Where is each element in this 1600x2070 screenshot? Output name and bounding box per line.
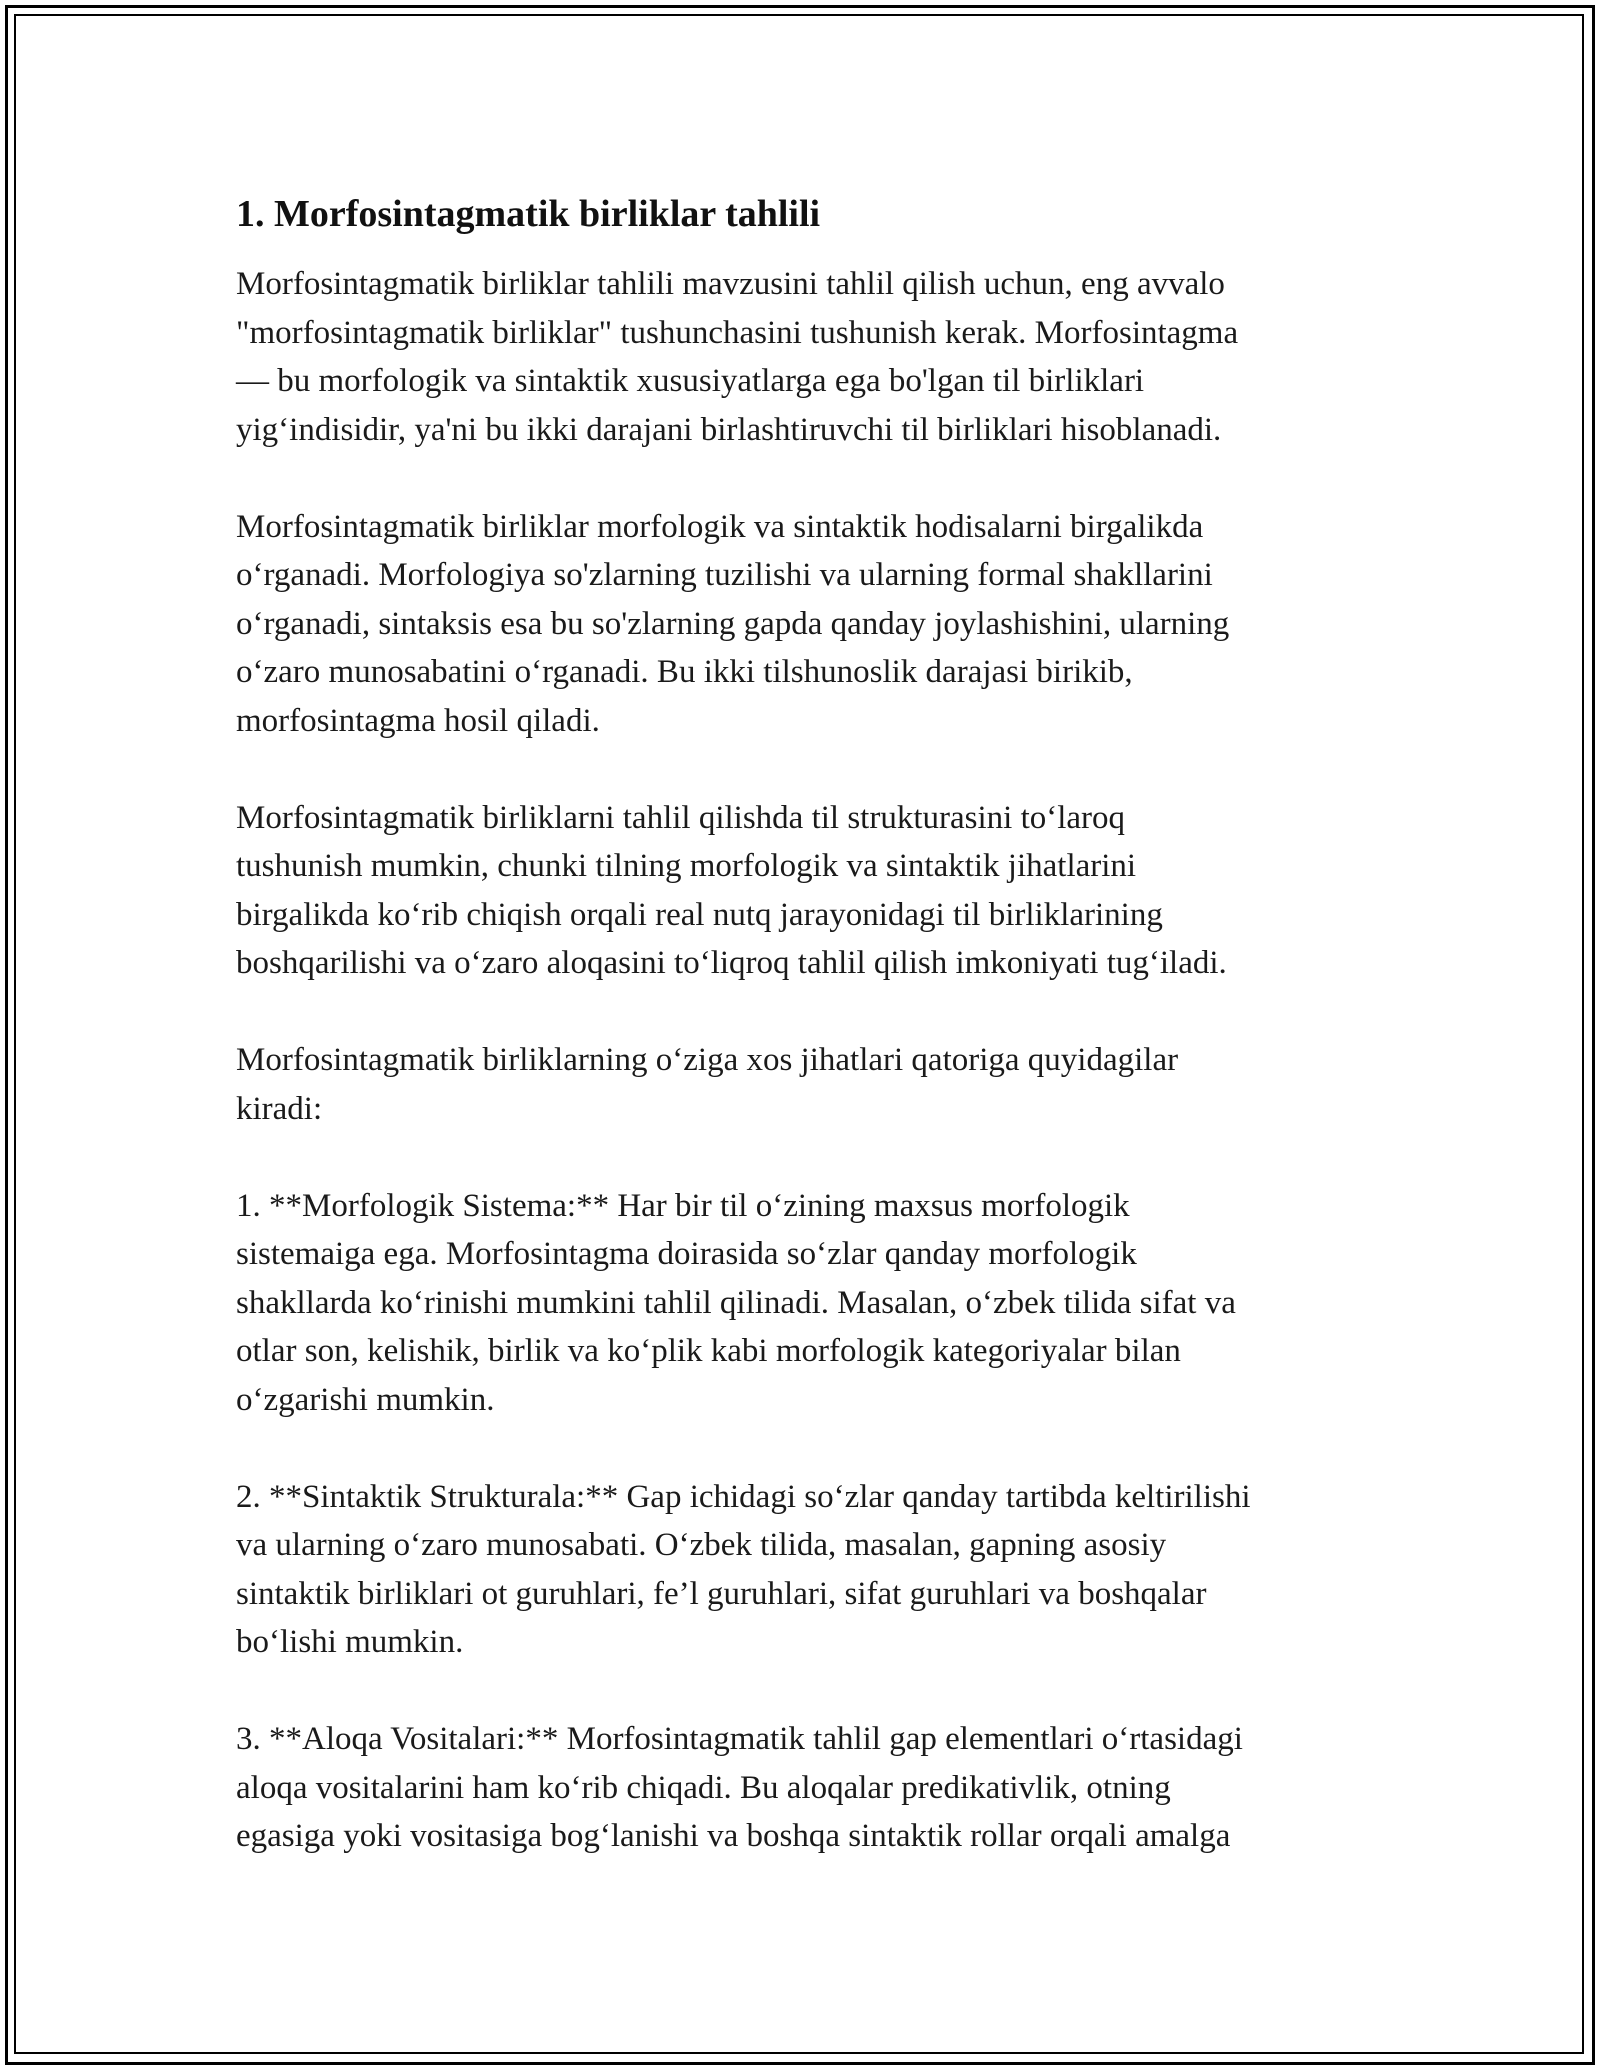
- section-heading: 1. Morfosintagmatik birliklar tahlili: [236, 193, 821, 235]
- list-item-connection-means: 3. **Aloqa Vositalari:** Morfosintagmatik tahlil gap elementlari o‘rtasidagi aloqa vositalarini ham ko‘rib chiqadi. Bu aloqalar predikativlik, otning egasiga yoki vositasiga bog‘lanishi va boshqa sintaktik rollar orqali amalga: [236, 1721, 1243, 1854]
- list-item-morphological-system: 1. **Morfologik Sistema:** Har bir til o‘zining maxsus morfologik sistemaiga ega. Morfosintagma doirasida so‘zlar qanday morfologik shakllarda ko‘rinishi mumkini tahlil qilinadi. Masalan, o‘zbek tilida sifat va otlar son, kelishik, birlik va ko‘plik kabi morfologik kategoriyalar bilan o‘zgarishi mumkin.: [236, 1187, 1236, 1418]
- paragraph-features-intro: Morfosintagmatik birliklarning o‘ziga xos jihatlari qatoriga quyidagilar kiradi:: [236, 1042, 1179, 1127]
- list-item-syntactic-structures: 2. **Sintaktik Strukturala:** Gap ichidagi so‘zlar qanday tartibda keltirilishi va ularning o‘zaro munosabati. O‘zbek tilida, masalan, gapning asosiy sintaktik birliklari ot guruhlari, fe’l guruhlari, sifat guruhlari va boshqalar bo‘lishi mumkin.: [236, 1478, 1251, 1660]
- paragraph-morphology-syntax: Morfosintagmatik birliklar morfologik va sintaktik hodisalarni birgalikda o‘rganadi. Morfologiya so'zlarning tuzilishi va ularning formal shakllarini o‘rganadi, sintaksis esa bu so'zlarning gapda qanday joylashishini, ularning o‘zaro munosabatini o‘rganadi. Bu ikki tilshunoslik darajasi birikib, morfosintagma hosil qiladi.: [236, 508, 1230, 739]
- paragraph-analysis-benefit: Morfosintagmatik birliklarni tahlil qilishda til strukturasini to‘laroq tushunish mumkin, chunki tilning morfologik va sintaktik jihatlarini birgalikda ko‘rib chiqish orqali real nutq jarayonidagi til birliklarining boshqarilishi va o‘zaro aloqasini to‘liqroq tahlil qilish imkoniyati tug‘iladi.: [236, 799, 1227, 981]
- document-body: [236, 188, 1386, 1909]
- paragraph-intro: Morfosintagmatik birliklar tahlili mavzusini tahlil qilish uchun, eng avvalo "morfosintagmatik birliklar" tushunchasini tushunish kerak. Morfosintagma — bu morfologik va sintaktik xususiyatlarga ega bo'lgan til birliklari yig‘indisidir, ya'ni bu ikki darajani birlashtiruvchi til birliklari hisoblanadi.: [236, 266, 1239, 448]
